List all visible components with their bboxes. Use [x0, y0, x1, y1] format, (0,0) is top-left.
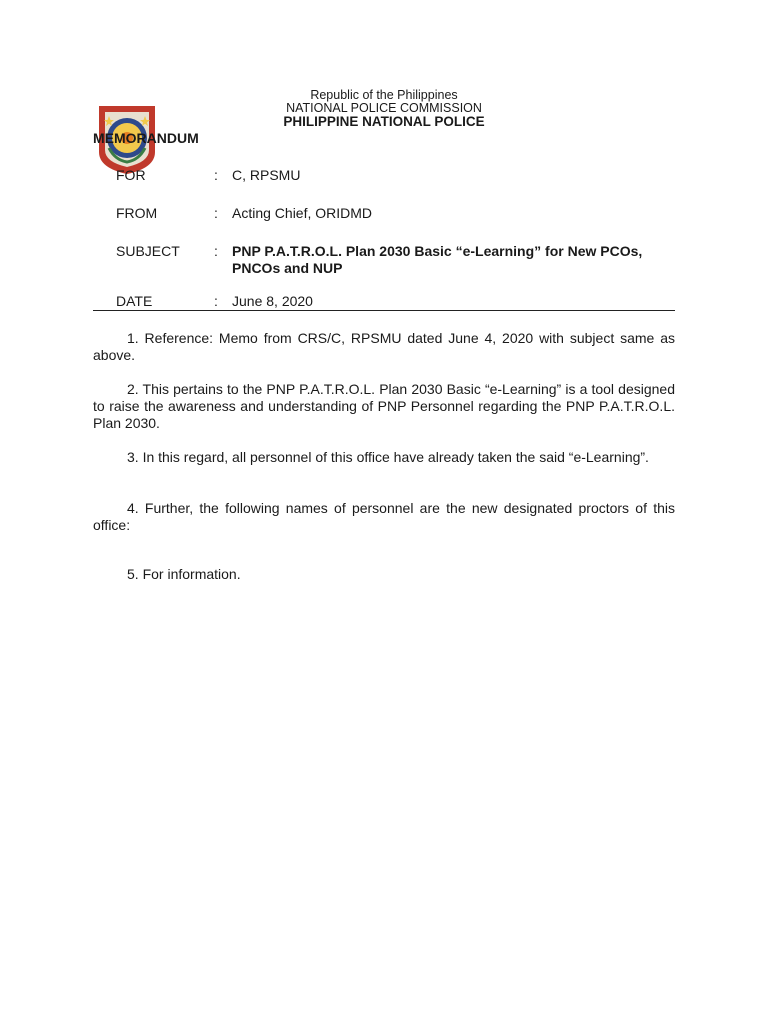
field-date-label: DATE [116, 293, 153, 309]
field-from-colon: : [214, 205, 218, 221]
field-date-value: June 8, 2020 [232, 293, 313, 309]
field-for-label: FOR [116, 167, 146, 183]
field-date-colon: : [214, 293, 218, 309]
paragraph-4: 4. Further, the following names of personnel are the new designated proctors of this office: [93, 500, 675, 533]
paragraph-1: 1. Reference: Memo from CRS/C, RPSMU dated June 4, 2020 with subject same as above. [93, 330, 675, 363]
header-divider [93, 310, 675, 311]
field-subject-value: PNP P.A.T.R.O.L. Plan 2030 Basic “e-Learning” for New PCOs, PNCOs and NUP [232, 243, 643, 276]
field-subject-label: SUBJECT [116, 243, 180, 259]
field-subject-colon: : [214, 243, 218, 259]
field-from-label: FROM [116, 205, 158, 221]
memo-title: MEMORANDUM [93, 130, 199, 146]
paragraph-5: 5. For information. [127, 566, 241, 582]
field-from-value: Acting Chief, ORIDMD [232, 205, 373, 221]
paragraph-2: 2. This pertains to the PNP P.A.T.R.O.L. Plan 2030 Basic “e-Learning” is a tool designed to raise the awareness and understanding of PNP Personnel regarding the PNP P.A.T.R.O.L. Plan 2030. [93, 381, 675, 431]
paragraph-3: 3. In this regard, all personnel of this office have already taken the said “e-Learning”. [127, 449, 649, 465]
field-for-value: C, RPSMU [232, 167, 301, 183]
header-pnp: PHILIPPINE NATIONAL POLICE [283, 114, 485, 129]
field-for-colon: : [214, 167, 218, 183]
header-napolcom: NATIONAL POLICE COMMISSION [286, 101, 482, 115]
header-republic: Republic of the Philippines [310, 88, 458, 102]
